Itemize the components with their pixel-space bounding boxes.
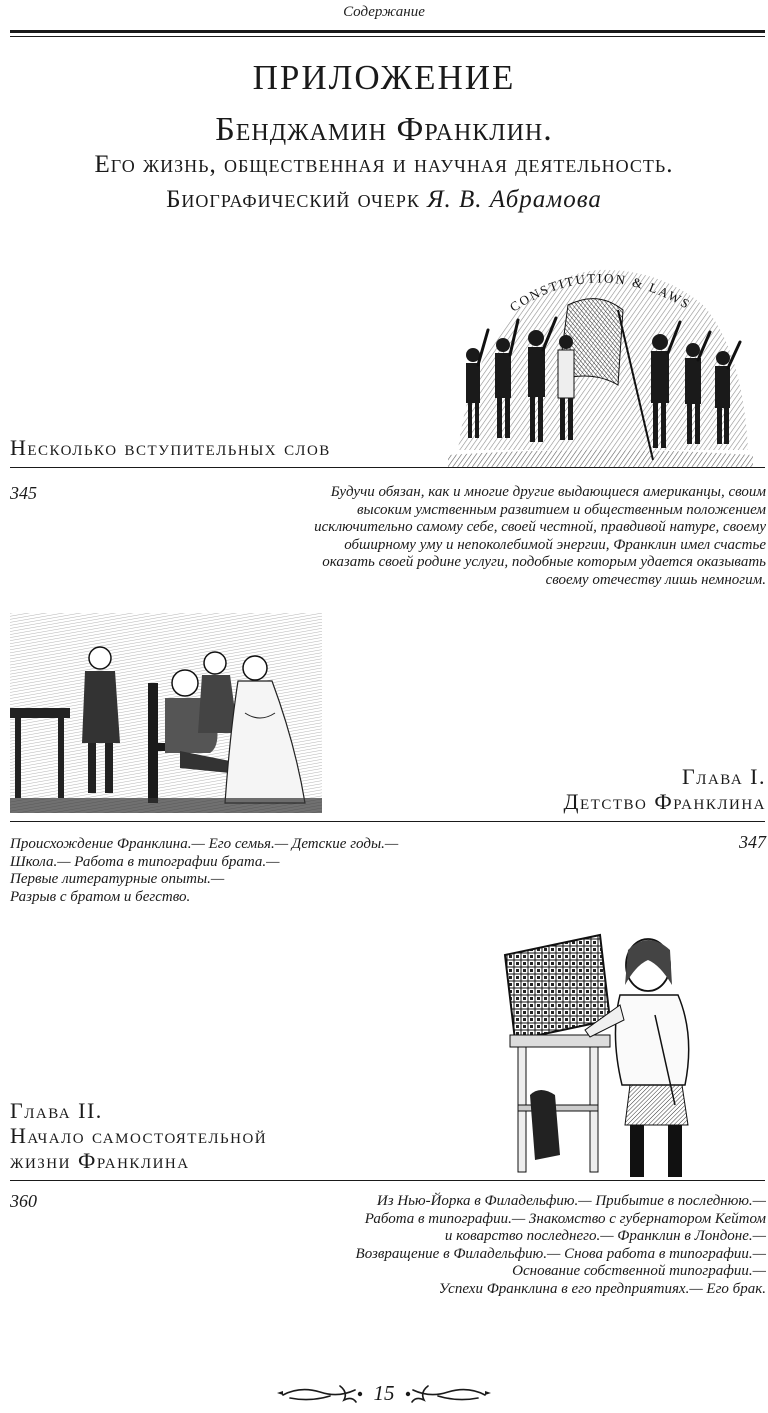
section-rule-intro (10, 467, 765, 468)
summary-line: Школа.— Работа в типографии брата.— (10, 853, 280, 870)
summary-line: оказать своей родине услуги, подобные которым удается оказывать (322, 554, 766, 570)
section-heading-chapter1 (380, 764, 766, 814)
book-author: Я. В. Абрамова (427, 186, 602, 213)
book-author-line (0, 186, 768, 214)
summary-line: Из Нью-Йорка в Филадельфию.— Прибытие в последнюю.— (376, 1193, 766, 1209)
section-rule-chapter2 (10, 1180, 765, 1181)
summary-line: Основание собственной типографии.— (512, 1263, 766, 1279)
summary-line: высоким умственным развитием и общественным положением (357, 501, 766, 518)
summary-line: Успехи Франклина в его предприятиях.— Его брак. (438, 1280, 766, 1297)
summary-line: Разрыв с братом и бегство. (10, 888, 191, 905)
summary-line: обширному уму и непоколебимой энергии, Франклин имел счастье (344, 536, 766, 553)
summary-line: Первые литературные опыты.— (10, 871, 225, 887)
book-title: Бенджамин Франклин. (215, 111, 553, 148)
illustration-banner-text: CONSTITUTION & LAWS (506, 270, 694, 315)
chapter1-number: Глава I. (682, 764, 766, 789)
chapter2-number: Глава II. (10, 1098, 103, 1123)
summary-line: Будучи обязан, как и многие другие выдающиеся американцы, своим (330, 484, 766, 500)
summary-line: и коварство последнего.— Франклин в Лондоне.— (444, 1228, 766, 1244)
book-author-prefix: Биографический очерк (166, 186, 420, 213)
section-rule-chapter1 (10, 821, 765, 822)
page-number-chapter1: 347 (739, 832, 766, 852)
page-folio: 15 (373, 1381, 395, 1405)
section-heading-chapter2 (10, 1098, 430, 1173)
summary-line: своему отечеству лишь немногим. (545, 571, 766, 588)
page-number-intro: 345 (10, 483, 37, 503)
running-header: Содержание (343, 4, 425, 20)
crowd-flag-illustration (448, 250, 753, 468)
page-number-chapter2: 360 (10, 1191, 37, 1211)
chapter1-title: Детство Франклина (563, 789, 766, 814)
summary-line: Происхождение Франклина.— Его семья.— Детские годы.— (10, 836, 399, 852)
summary-chapter2 (250, 1193, 766, 1298)
section-heading-intro: Несколько вступительных слов (10, 435, 331, 460)
header-double-rule (10, 30, 765, 37)
book-subtitle: Его жизнь, общественная и научная деятельность. (94, 151, 674, 178)
summary-line: исключительно самому себе, своей честной, правдивой натуре, своему (314, 519, 766, 535)
printer-illustration (500, 925, 715, 1180)
family-scene-illustration (10, 613, 322, 813)
summary-line: Работа в типографии.— Знакомство с губернатором Кейтом (364, 1210, 766, 1227)
summary-intro (200, 484, 766, 589)
chapter2-title-line2: жизни Франклина (10, 1148, 190, 1173)
chapter2-title-line1: Начало самостоятельной (10, 1123, 268, 1148)
summary-chapter1 (10, 836, 530, 906)
appendix-title: ПРИЛОЖЕНИЕ (252, 58, 516, 97)
summary-line: Возвращение в Филадельфию.— Снова работа в типографии.— (355, 1245, 766, 1262)
